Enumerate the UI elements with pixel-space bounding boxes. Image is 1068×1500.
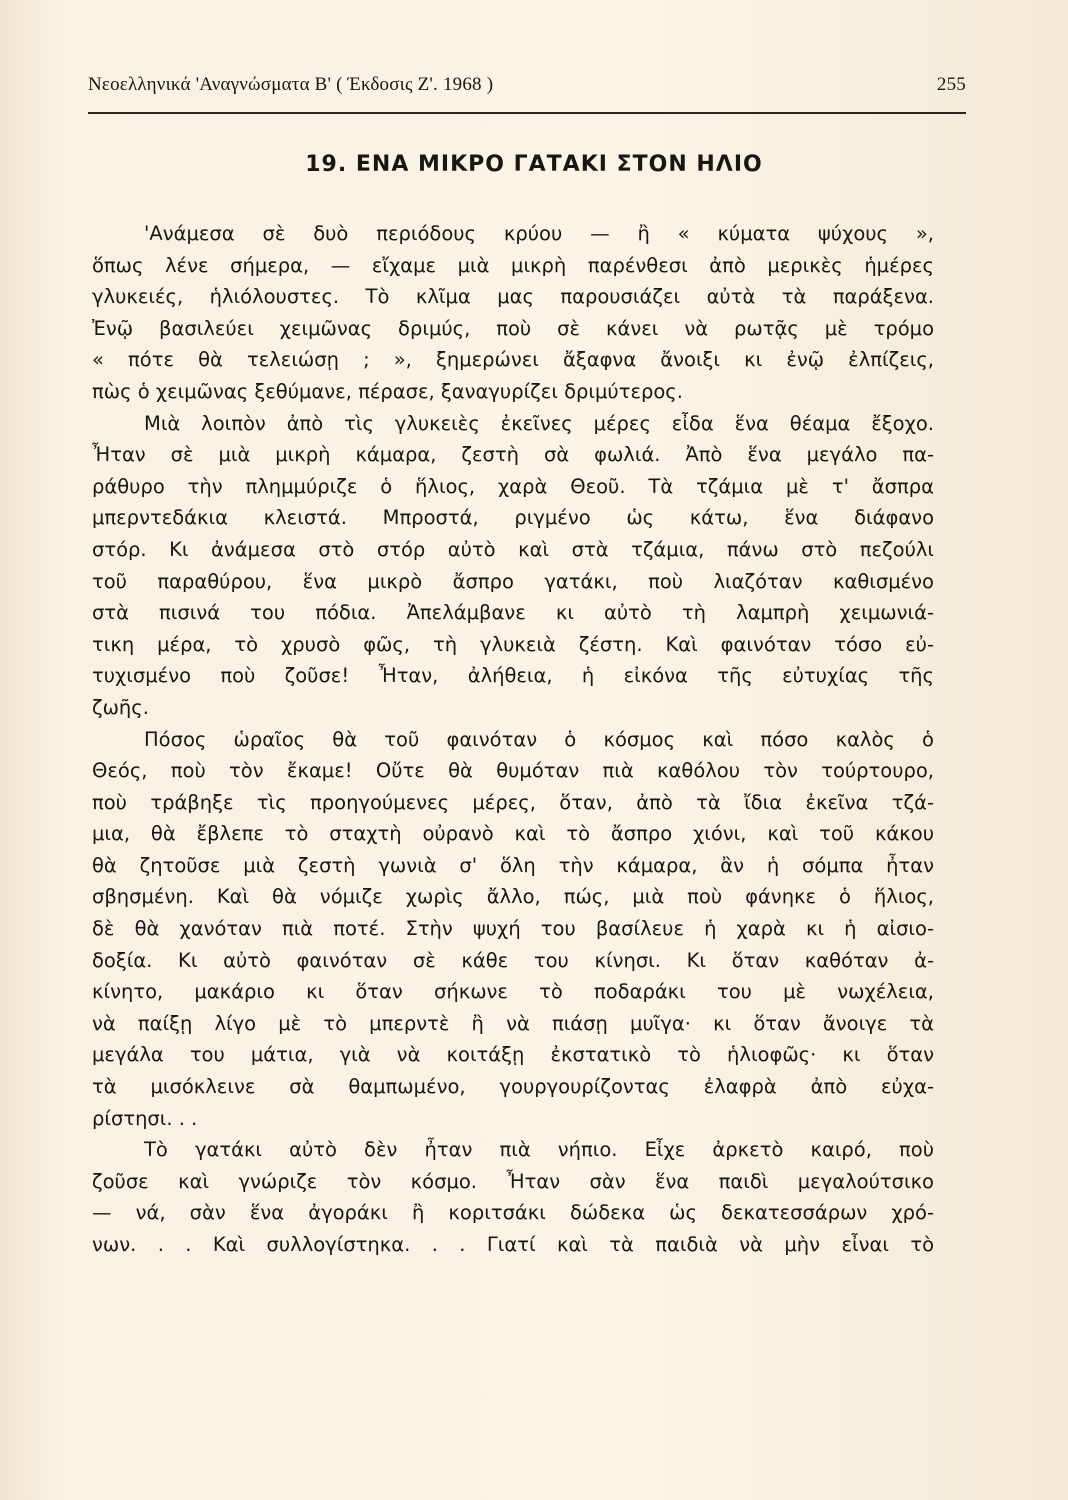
text-line: μπερντεδάκια κλειστά. Μπροστά, ριγμένο ὡς κάτω, ἕνα διάφανο [92, 506, 934, 530]
running-head [88, 74, 966, 102]
text-line: στὰ πισινά του πόδια. Ἀπελάμβανε κι αὐτὸ τὴ λαμπρὴ χειμωνιά- [92, 601, 934, 625]
text-line: πὼς ὁ χειμῶνας ξεθύμανε, πέρασε, ξαναγυρίζει δριμύτερος. [92, 379, 683, 403]
text-line: Μιὰ λοιπὸν ἀπὸ τὶς γλυκειὲς ἐκεῖνες μέρες εἶδα ἕνα θέαμα ἔξοχο. [144, 411, 934, 435]
text-line: Πόσος ὡραῖος θὰ τοῦ φαινόταν ὁ κόσμος καὶ πόσο καλὸς ὁ [144, 727, 934, 751]
header-rule [88, 112, 966, 114]
text-line: γλυκειές, ἡλιόλουστες. Τὸ κλῖμα μας παρουσιάζει αὐτὰ τὰ παράξενα. [92, 285, 934, 309]
text-line: Ἐνῷ βασιλεύει χειμῶνας δριμύς, ποὺ σὲ κάνει νὰ ρωτᾷς μὲ τρόμο [92, 316, 934, 340]
text-line: μια, θὰ ἔβλεπε τὸ σταχτὴ οὐρανὸ καὶ τὸ ἄσπρο χιόνι, καὶ τοῦ κάκου [92, 822, 934, 846]
text-line: κίνητο, μακάριο κι ὅταν σήκωνε τὸ ποδαράκι του μὲ νωχέλεια, [92, 980, 934, 1004]
text-line: τυχισμένο ποὺ ζοῦσε! Ἦταν, ἀλήθεια, ἡ εἰκόνα τῆς εὐτυχίας τῆς [92, 664, 934, 688]
text-line: τοῦ παραθύρου, ἕνα μικρὸ ἄσπρο γατάκι, ποὺ λιαζόταν καθισμένο [92, 569, 934, 593]
text-line: ποὺ τράβηξε τὶς προηγούμενες μέρες, ὅταν, ἀπὸ τὰ ἴδια ἐκεῖνα τζά- [92, 790, 934, 814]
text-line: τὰ μισόκλεινε σὰ θαμπωμένο, γουργουρίζοντας ἐλαφρὰ ἀπὸ εὐχα- [92, 1075, 934, 1099]
text-line: ὅπως λένε σήμερα, — εἴχαμε μιὰ μικρὴ παρένθεσι ἀπὸ μερικὲς ἡμέρες [92, 253, 934, 277]
text-line: τικη μέρα, τὸ χρυσὸ φῶς, τὴ γλυκειὰ ζέστη. Καὶ φαινόταν τόσο εὐ- [92, 632, 934, 656]
text-line: « πότε θὰ τελειώσῃ ; », ξημερώνει ἄξαφνα ἄνοιξι κι ἐνῷ ἐλπίζεις, [92, 348, 934, 372]
text-line: θὰ ζητοῦσε μιὰ ζεστὴ γωνιὰ σ' ὅλη τὴν κάμαρα, ἂν ἡ σόμπα ἦταν [92, 853, 934, 877]
text-line: ζοῦσε καὶ γνώριζε τὸν κόσμο. Ἦταν σὰν ἕνα παιδὶ μεγαλούτσικο [92, 1169, 934, 1193]
text-line: ράθυρο τὴν πλημμύριζε ὁ ἥλιος, χαρὰ Θεοῦ. Τὰ τζάμια μὲ τ' ἄσπρα [92, 474, 934, 498]
text-line: — νά, σὰν ἕνα ἀγοράκι ἢ κοριτσάκι δώδεκα ὡς δεκατεσσάρων χρό- [92, 1201, 934, 1225]
running-title: Νεοελληνικά 'Αναγνώσματα Β' ( Έκδοσις Ζ'. 1968 ) [88, 74, 494, 95]
text-line: σβησμένη. Καὶ θὰ νόμιζε χωρὶς ἄλλο, πώς, μιὰ ποὺ φάνηκε ὁ ἥλιος, [92, 885, 934, 909]
text-line: ρίστησι. . . [92, 1106, 198, 1130]
text-line: στόρ. Κι ἀνάμεσα στὸ στόρ αὐτὸ καὶ στὰ τζάμια, πάνω στὸ πεζούλι [92, 537, 934, 561]
text-line: δοξία. Κι αὐτὸ φαινόταν σὲ κάθε του κίνησι. Κι ὅταν καθόταν ἀ- [92, 948, 934, 972]
text-line: Θεός, ποὺ τὸν ἔκαμε! Οὔτε θὰ θυμόταν πιὰ καθόλου τὸν τούρτουρο, [92, 759, 934, 783]
text-line: ζωῆς. [92, 695, 149, 719]
text-line: μεγάλα του μάτια, γιὰ νὰ κοιτάξῃ ἐκστατικὸ τὸ ἡλιοφῶς· κι ὅταν [92, 1043, 934, 1067]
text-line: νὰ παίξῃ λίγο μὲ τὸ μπερντὲ ἢ νὰ πιάσῃ μυῖγα· κι ὅταν ἄνοιγε τὰ [92, 1011, 934, 1035]
text-line: Ἦταν σὲ μιὰ μικρὴ κάμαρα, ζεστὴ σὰ φωλιά. Ἀπὸ ἕνα μεγάλο πα- [92, 443, 934, 467]
page-number: 255 [936, 74, 966, 95]
text-line: Τὸ γατάκι αὐτὸ δὲν ἦταν πιὰ νήπιο. Εἶχε ἀρκετὸ καιρό, ποὺ [144, 1138, 934, 1162]
text-line: δὲ θὰ χανόταν πιὰ ποτέ. Στὴν ψυχή του βασίλευε ἡ χαρὰ κι ἡ αἰσιο- [92, 917, 934, 941]
body-text [92, 218, 934, 1261]
text-line: 'Ανάμεσα σὲ δυὸ περιόδους κρύου — ἢ « κύματα ψύχους », [144, 222, 934, 245]
text-line: νων. . . Καὶ συλλογίστηκα. . . Γιατί καὶ τὰ παιδιὰ νὰ μὴν εἶναι τὸ [92, 1233, 934, 1256]
chapter-title: 19. ΕΝΑ ΜΙΚΡΟ ΓΑΤΑΚΙ ΣΤΟΝ ΗΛΙΟ [305, 152, 763, 177]
